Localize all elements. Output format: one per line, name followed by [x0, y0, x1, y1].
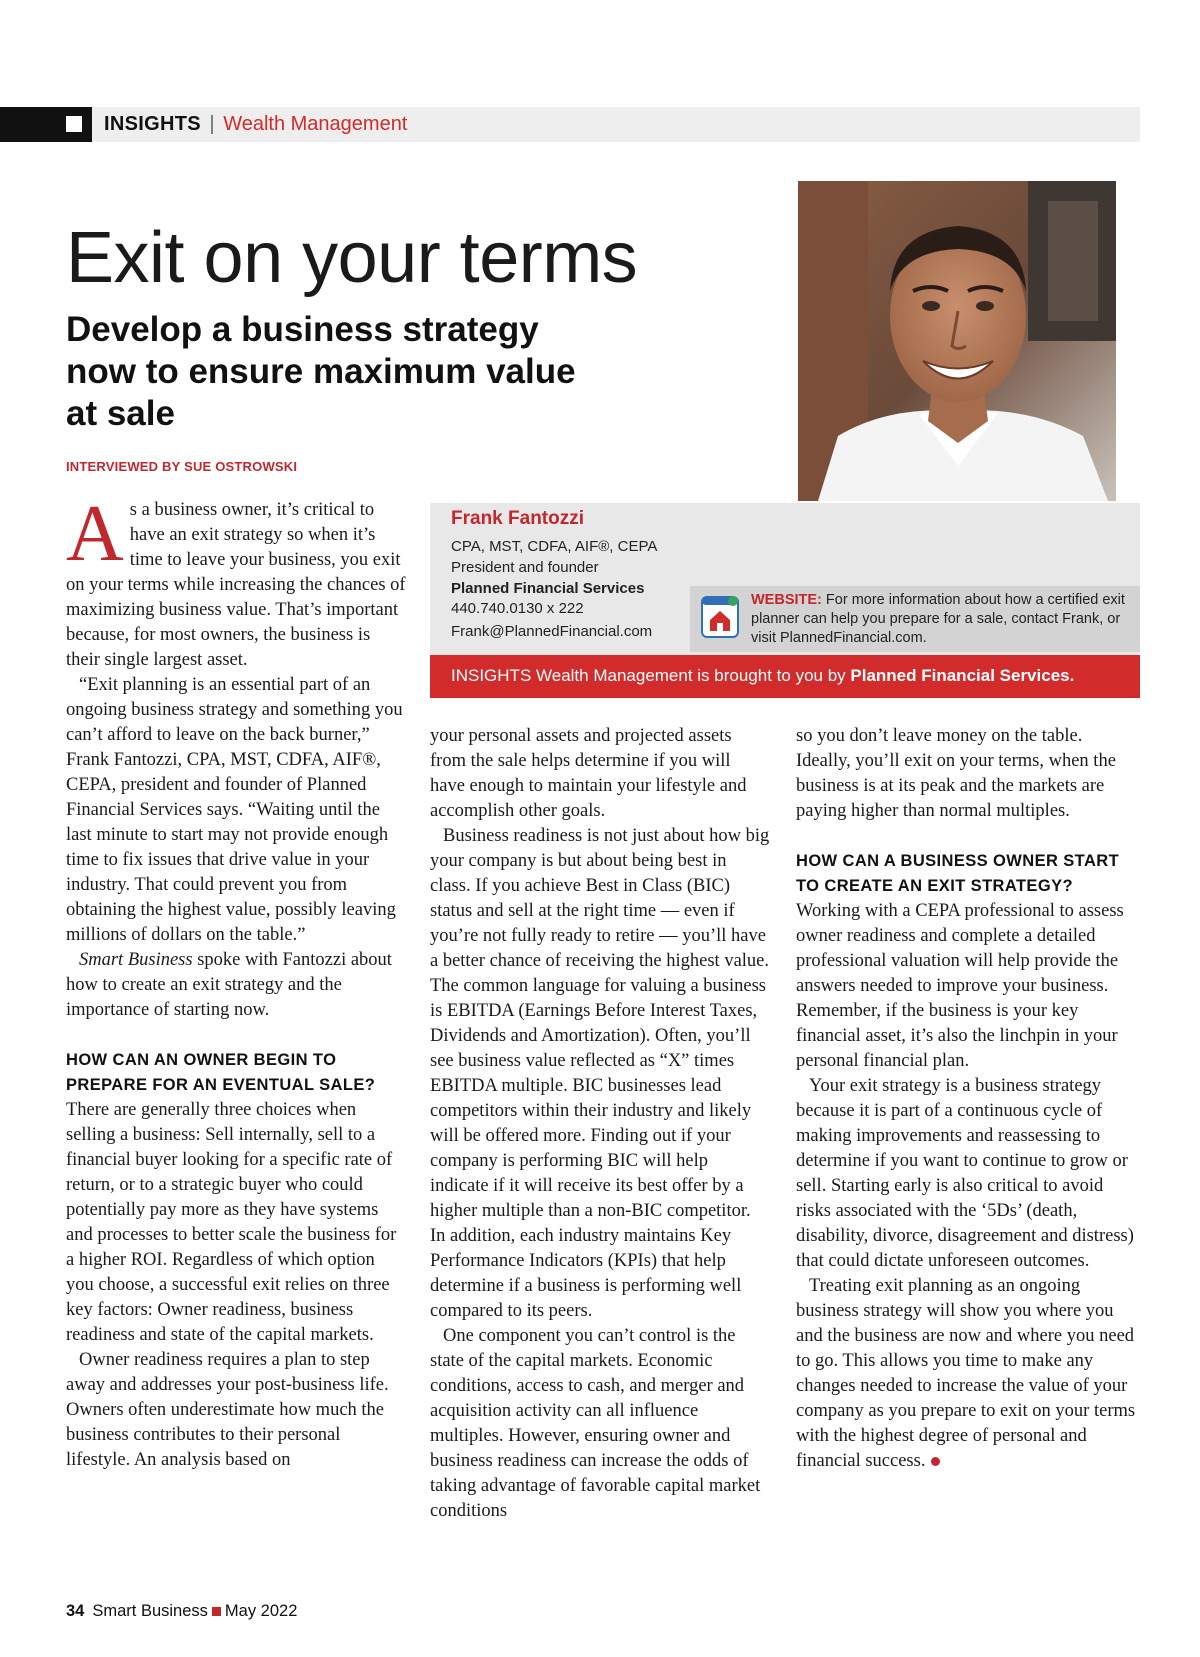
drop-cap: A — [66, 490, 124, 578]
sponsor-name: Planned Financial Services. — [850, 666, 1075, 685]
body-column-3 — [796, 724, 1136, 1474]
col1-paragraph-2: “Exit planning is an essential part of an ongoing business strategy and something you can’t afford to leave on the back burner,” Frank Fantozzi, CPA, MST, CDFA, AIF®, CEPA, president and founder of Planned Financial Services says. “Waiting until the last minute to start may not provide enough time to fix issues that drive value in your industry. That could prevent you from obtaining the highest value, possibly leaving millions of dollars on the table.” — [66, 675, 403, 945]
col3-paragraph-4 — [796, 1274, 1136, 1474]
col2-paragraph-1: your personal assets and projected assets from the sale helps determine if you will have enough to maintain your lifestyle and accomplish other goals. — [430, 726, 747, 821]
profile-name: Frank Fantozzi — [451, 508, 585, 529]
footer-publication: Smart Business — [92, 1602, 208, 1620]
article-subtitle: Develop a business strategy now to ensure maximum value at sale — [66, 310, 576, 433]
end-mark-icon — [931, 1457, 940, 1466]
profile-credentials: CPA, MST, CDFA, AIF®, CEPA — [451, 538, 658, 555]
col1-paragraph-3-text: spoke with Fantozzi about how to create an exit strategy and the importance of starting now. — [66, 950, 392, 1020]
profile-phone: 440.740.0130 x 222 — [451, 600, 584, 617]
sponsor-prefix: INSIGHTS Wealth Management is brought to you by — [451, 666, 851, 685]
section-label: INSIGHTS — [104, 113, 201, 135]
publication-italic: Smart Business — [79, 950, 193, 970]
col2-paragraph-3: One component you can’t control is the state of the capital markets. Economic conditions, access to cash, and merger and acquisition activity can all influence multiples. However, ensuring owner and business readiness can increase the odds of taking advantage of favorable capital market conditions — [430, 1326, 761, 1521]
col1-paragraph-3 — [66, 948, 406, 1023]
section-header — [104, 112, 407, 136]
website-description[interactable]: For more information about how a certified exit planner can help you prepare for a sale, contact Frank, or visit PlannedFinancial.com. — [751, 592, 1125, 646]
profile-role: President and founder — [451, 559, 599, 576]
page-number: 34 — [66, 1602, 85, 1620]
col3-paragraph-2: Working with a CEPA professional to assess owner readiness and complete a detailed professional valuation will help provide the answers needed to improve your business. Remember, if the business is your key financial asset, it’s also the linchpin in your personal financial plan. — [796, 901, 1124, 1071]
col3-paragraph-1: so you don’t leave money on the table. Ideally, you’ll exit on your terms, when the business is at its peak and the markets are paying higher than normal multiples. — [796, 726, 1116, 821]
body-column-2 — [430, 724, 770, 1524]
section-separator: | — [209, 113, 215, 135]
col3-paragraph-4-text: Treating exit planning as an ongoing business strategy will show you where you and the business are now and where you need to go. This allows you time to make any changes needed to increase the value of your company as you prepare to exit on your terms with the highest degree of personal and financial success. — [796, 1276, 1136, 1471]
website-label: WEBSITE: — [751, 592, 822, 608]
footer-date: May 2022 — [224, 1602, 298, 1620]
page-footer — [66, 1602, 297, 1621]
col2-paragraph-2: Business readiness is not just about how big your company is but about being best in class. If you achieve Best in Class (BIC) status and sell at the right time — even if you’re not fully ready to retire — you’ll have a better chance of receiving the highest value. The common language for valuing a business is EBITDA (Earnings Before Interest Taxes, Dividends and Amortization). Often, you’ll see business value reflected as “X” times EBITDA multiple. BIC businesses lead competitors within their industry and likely will be offered more. Finding out if your company is performing BIC will help indicate if it will receive its best offer by a higher multiple than a non-BIC competitor. In addition, each industry maintains Key Performance Indicators (KPIs) that help determine if a business is performing well compared to its peers. — [430, 826, 770, 1321]
col1-paragraph-4: There are generally three choices when selling a business: Sell internally, sell to a financial buyer looking for a specific rate of return, or to a strategic buyer who could potentially pay more as they have systems and processes to better scale the business for a higher ROI. Regardless of which option you choose, a successful exit relies on three key factors: Owner readiness, business readiness and state of the capital markets. — [66, 1100, 397, 1345]
website-icon — [699, 593, 741, 641]
col3-paragraph-3: Your exit strategy is a business strategy because it is part of a continuous cycle of making improvements and reassessing to determine if you want to continue to grow or sell. Starting early is also critical to avoid risks associated with the ‘5Ds’ (death, disability, divorce, disagreement and distress) that could dictate unforeseen outcomes. — [796, 1076, 1134, 1271]
website-note — [751, 591, 1136, 648]
profile-email[interactable]: Frank@PlannedFinancial.com — [451, 623, 653, 640]
portrait-illustration — [798, 181, 1116, 501]
sponsor-line — [451, 666, 1074, 686]
body-column-1 — [66, 490, 406, 1473]
portrait-photo — [798, 181, 1116, 501]
footer-square-icon — [212, 1607, 221, 1616]
section-category: Wealth Management — [223, 113, 408, 135]
col1-paragraph-1: s a business owner, it’s critical to have an exit strategy so when it’s time to leave your business, you exit on your terms while increasing the chances of maximizing business value. That’s important because, for most owners, the business is their single largest asset. — [66, 500, 406, 670]
col1-heading: HOW CAN AN OWNER BEGIN TO PREPARE FOR AN EVENTUAL SALE? — [66, 1051, 376, 1094]
article-title: Exit on your terms — [66, 218, 638, 298]
col3-heading: HOW CAN A BUSINESS OWNER START TO CREATE AN EXIT STRATEGY? — [796, 852, 1120, 895]
col1-paragraph-5: Owner readiness requires a plan to step away and addresses your post-business life. Owners often underestimate how much the business contributes to their personal lifestyle. An analysis based on — [66, 1350, 389, 1470]
profile-company: Planned Financial Services — [451, 580, 645, 597]
header-square-icon — [66, 116, 82, 132]
article-byline: INTERVIEWED BY SUE OSTROWSKI — [66, 459, 298, 474]
